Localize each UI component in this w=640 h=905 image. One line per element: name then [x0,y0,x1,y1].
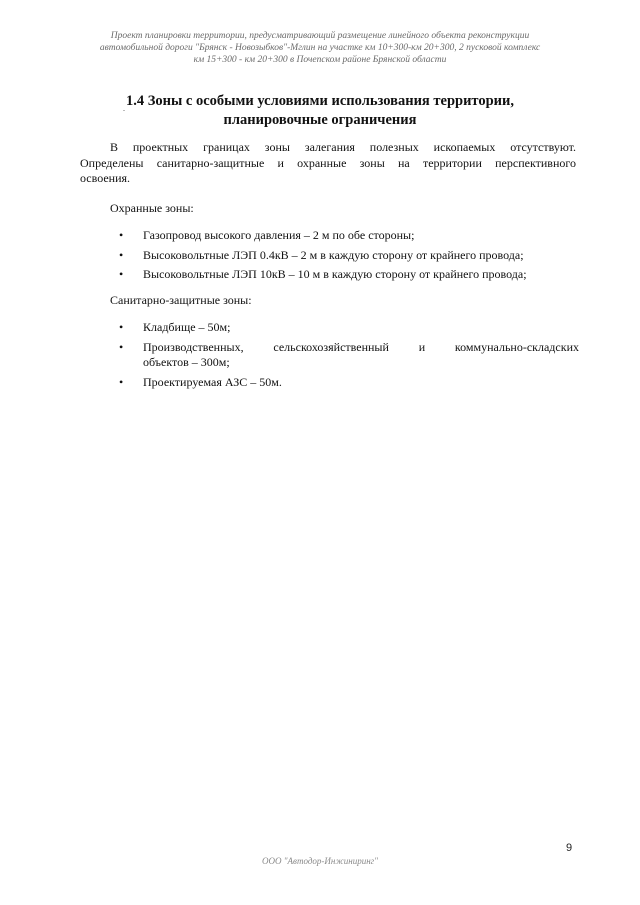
list-item [119,228,579,244]
header-line-3: км 15+300 - км 20+300 в Почепском районе Брянской области [193,55,447,65]
sanitary-zones-label: Санитарно-защитные зоны: [110,293,252,307]
list-item [119,320,579,336]
sanitary-zone-gas-station: Проектируемая АЗС – 50м. [143,374,282,389]
bullet-icon: • [119,247,124,262]
page-number: 9 [566,842,573,854]
footer-company: ООО "Автодор-Инжиниринг" [262,856,378,866]
list-item [119,267,579,283]
header-line-2: автомобильной дороги "Брянск - Новозыбков"-Мглин на участке км 10+300-км 20+300, 2 пусковой комплекс [99,43,541,53]
list-item [119,248,579,264]
intro-line-1: В проектных границах зоны залегания полезных ископаемых отсутствуют. [110,140,576,154]
intro-paragraph [80,140,576,187]
intro-line-3: освоения. [80,171,131,185]
list-item [119,375,579,391]
sanitary-zone-industrial-line-1: Производственных, сельскохозяйственный и коммунально-складских [143,339,579,354]
list-item [119,340,579,371]
bullet-icon: • [119,374,124,389]
sanitary-zone-cemetery: Кладбище – 50м; [143,320,231,334]
protected-zone-lep-04: Высоковольтные ЛЭП 0.4кВ – 2 м в каждую сторону от крайнего провода; [143,247,524,262]
sanitary-zones-list [119,320,579,394]
protected-zone-lep-10: Высоковольтные ЛЭП 10кВ – 10 м в каждую сторону от крайнего провода; [143,267,527,281]
protected-zone-gas: Газопровод высокого давления – 2 м по обе стороны; [143,228,415,242]
header-line-1: Проект планировки территории, предусматривающий размещение линейного объекта реконструкции [110,31,530,41]
section-title-line-2: планировочные ограничения [223,112,417,128]
section-title [90,92,550,130]
bullet-icon: • [119,339,124,354]
intro-line-2: Определены санитарно-защитные и охранные зоны на территории перспективного [80,155,576,170]
sanitary-zone-industrial-line-2: объектов – 300м; [143,355,230,369]
section-title-line-1: 1.4 Зоны с особыми условиями использования территории, [125,93,515,109]
protected-zones-label: Охранные зоны: [110,201,194,215]
protected-zones-list [119,228,579,287]
running-header [70,30,570,66]
bullet-icon: • [119,228,124,242]
bullet-icon: • [119,267,124,281]
bullet-icon: • [119,320,124,334]
